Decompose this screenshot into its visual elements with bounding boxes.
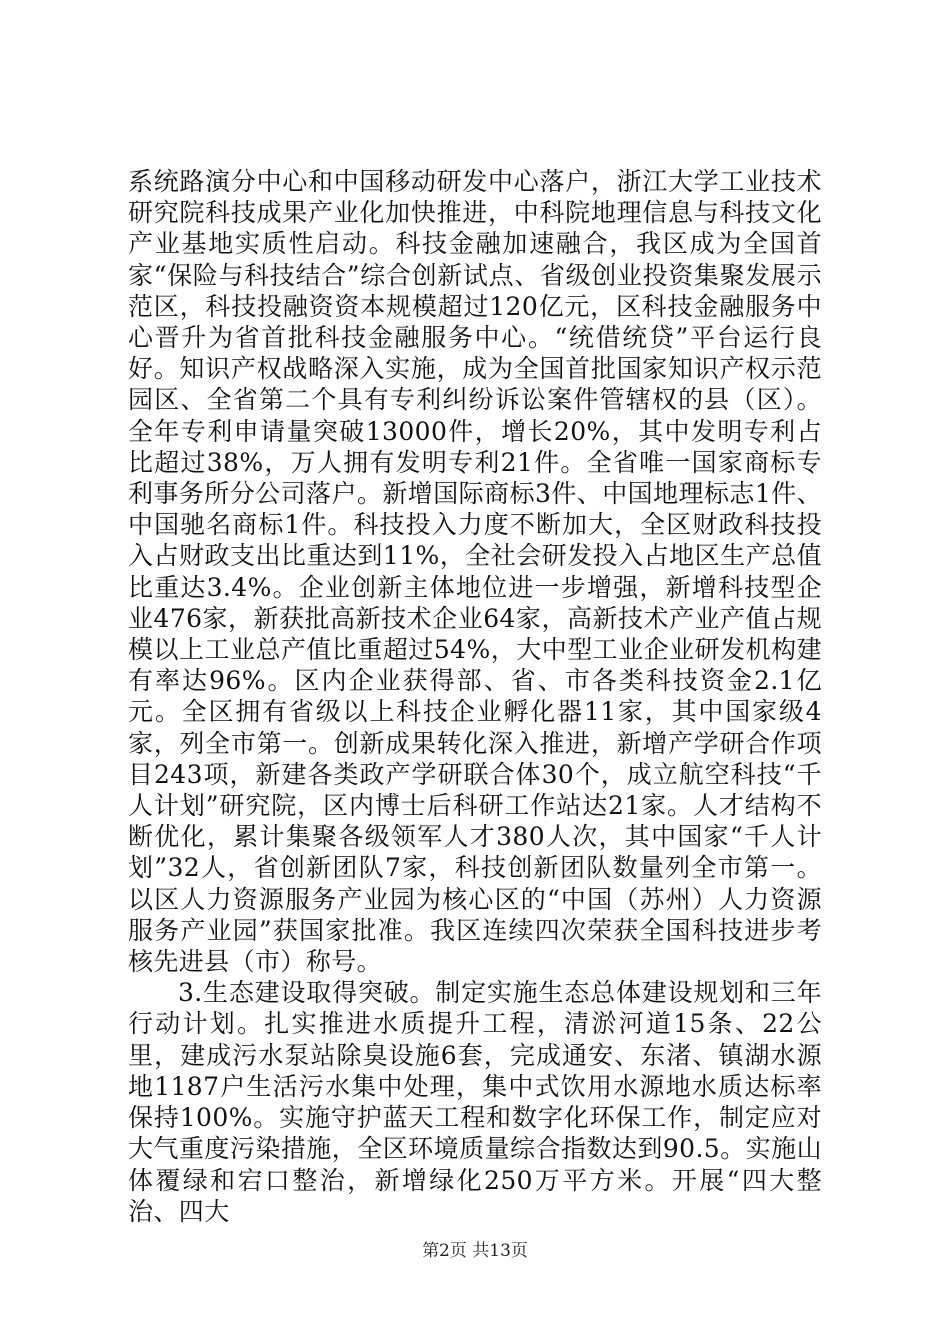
paragraph-continued: 系统路演分中心和中国移动研发中心落户，浙江大学工业技术研究院科技成果产业化加快推进，中科院地理信息与科技文化产业基地实质性启动。科技金融加速融合，我区成为全国首家“保险与科技结合”综合创新试点、省级创业投资集聚发展示范区，科技投融资资本规模超过120亿元，区科技金融服务中心晋升为省首批科技金融服务中心。“统借统贷”平台运行良好。知识产权战略深入实施，成为全国首批国家知识产权示范园区、全省第二个具有专利纠纷诉讼案件管辖权的县（区）。全年专利申请量突破13000件，增长20%，其中发明专利占比超过38%，万人拥有发明专利21件。全省唯一国家商标专利事务所分公司落户。新增国际商标3件、中国地理标志1件、中国驰名商标1件。科技投入力度不断加大，全区财政科技投入占财政支出比重达到11%，全社会研发投入占地区生产总值比重达3.4%。企业创新主体地位进一步增强，新增科技型企业476家，新获批高新技术企业64家，高新技术产业产值占规模以上工业总产值比重超过54%，大中型工业企业研发机构建有率达96%。区内企业获得部、省、市各类科技资金2.1亿元。全区拥有省级以上科技企业孵化器11家，其中国家级4家，列全市第一。创新成果转化深入推进，新增产学研合作项目243项，新建各类政产学研联合体30个，成立航空科技“千人计划”研究院，区内博士后科研工作站达21家。人才结构不断优化，累计集聚各级领军人才380人次，其中国家“千人计划”32人，省创新团队7家，科技创新团队数量列全市第一。以区人力资源服务产业园为核心区的“中国（苏州）人力资源服务产业园”获国家批准。我区连续四次荣获全国科技进步考核先进县（市）称号。 <box>128 167 822 977</box>
paragraph-ecology: 3.生态建设取得突破。制定实施生态总体建设规划和三年行动计划。扎实推进水质提升工程，清淤河道15条、22公里，建成污水泵站除臭设施6套，完成通安、东渚、镇湖水源地1187户生活污水集中处理，集中式饮用水源地水质达标率保持100%。实施守护蓝天工程和数字化环保工作，制定应对大气重度污染措施，全区环境质量综合指数达到90.5。实施山体覆绿和宕口整治，新增绿化250万平方米。开展“四大整治、四大 <box>128 978 822 1226</box>
page-footer: 第2页 共13页 <box>422 1241 528 1261</box>
document-body <box>128 166 822 1227</box>
